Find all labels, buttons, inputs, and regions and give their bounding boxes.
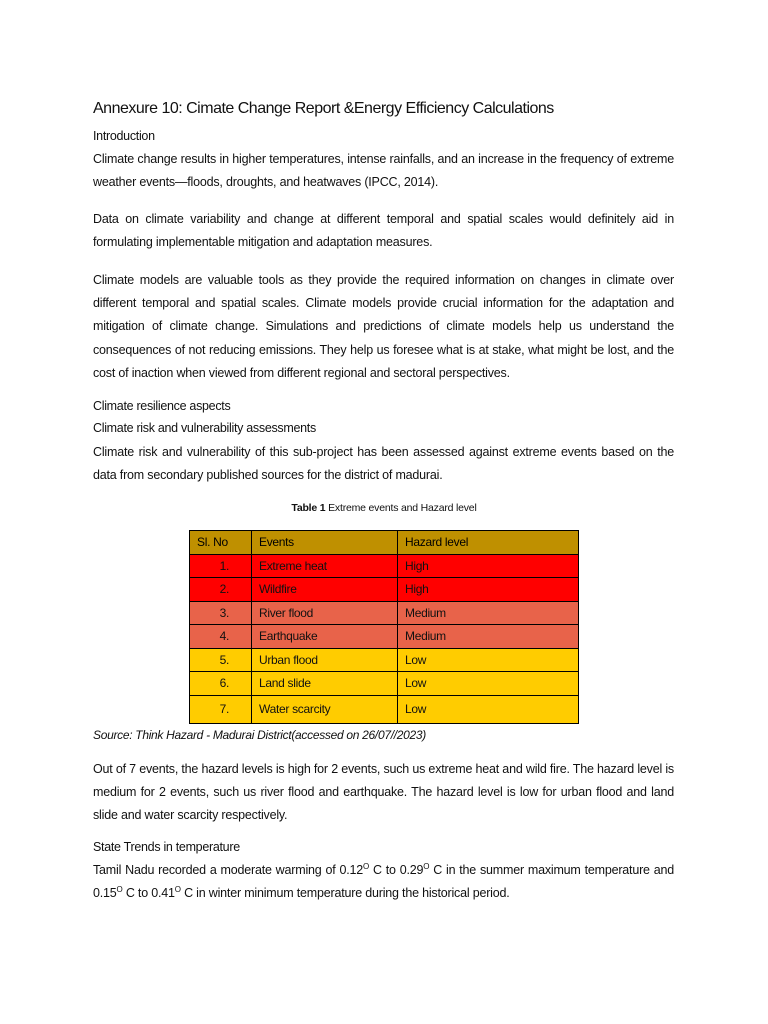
row-hazard-level: Low xyxy=(398,672,579,696)
row-hazard-level: Medium xyxy=(398,625,579,649)
row-number: 2. xyxy=(190,578,252,602)
row-hazard-level: Low xyxy=(398,648,579,672)
row-event: Earthquake xyxy=(252,625,398,649)
row-event: Wildfire xyxy=(252,578,398,602)
introduction-heading: Introduction xyxy=(93,129,155,143)
header-events: Events xyxy=(252,531,398,555)
intro-paragraph-1: Climate change results in higher temperatures, intense rainfalls, and an increase in the frequency of extreme weather events—floods, droughts, and heatwaves (IPCC, 2014). xyxy=(93,152,674,190)
row-number: 4. xyxy=(190,625,252,649)
table-header-row xyxy=(190,531,579,555)
state-trends-paragraph xyxy=(93,859,674,905)
caption-label: Table 1 xyxy=(291,502,326,514)
row-number: 3. xyxy=(190,601,252,625)
hazard-table xyxy=(189,530,579,724)
row-event: Land slide xyxy=(252,672,398,696)
degree-mark: O xyxy=(423,862,430,871)
trend-text-4: C to 0.41 xyxy=(122,886,175,901)
table-source: Source: Think Hazard - Madurai District(accessed on 26/07//2023) xyxy=(93,728,426,742)
row-event: Extreme heat xyxy=(252,554,398,578)
degree-mark: O xyxy=(174,885,181,895)
row-number: 6. xyxy=(190,672,252,696)
risk-paragraph: Climate risk and vulnerability of this sub-project has been assessed against extreme events based on the data from secondary published sources for the district of madurai. xyxy=(93,445,674,483)
page-title: Annexure 10: Cimate Change Report &Energy Efficiency Calculations xyxy=(93,100,554,117)
row-number: 1. xyxy=(190,554,252,578)
intro-paragraph-3: Climate models are valuable tools as they provide the required information on changes in climate over different temporal and spatial scales. Climate models provide crucial information for the adaptation and mitigation of climate change. Simulations and predictions of climate models help us understand the consequences of not reducing emissions. They help us foresee what is at stake, what might be lost, and the cost of inaction when viewed from different regional and sectoral perspectives. xyxy=(93,273,674,380)
header-hazard-level: Hazard level xyxy=(398,531,579,555)
trend-text-2: C to 0.29 xyxy=(369,863,424,877)
table-row xyxy=(190,554,579,578)
state-trends-heading: State Trends in temperature xyxy=(93,840,240,854)
table-row xyxy=(190,625,579,649)
caption-text: Extreme events and Hazard level xyxy=(325,502,477,514)
header-sl-no: Sl. No xyxy=(190,531,252,555)
degree-mark: O xyxy=(362,862,369,871)
table-row xyxy=(190,601,579,625)
table-caption xyxy=(0,502,768,514)
degree-mark: O xyxy=(116,885,123,895)
trend-text-1: Tamil Nadu recorded a moderate warming of 0.12 xyxy=(93,863,363,877)
row-number: 5. xyxy=(190,648,252,672)
summary-paragraph: Out of 7 events, the hazard levels is high for 2 events, such us extreme heat and wild fire. The hazard level is medium for 2 events, such us river flood and earthquake. The hazard level is low for urban flood and land slide and water scarcity respectively. xyxy=(93,762,674,823)
row-hazard-level: Low xyxy=(398,695,579,723)
row-hazard-level: High xyxy=(398,554,579,578)
row-number: 7. xyxy=(190,695,252,723)
trend-text-5: C in winter minimum temperature during the historical period. xyxy=(180,886,510,901)
table-row xyxy=(190,672,579,696)
table-row xyxy=(190,578,579,602)
row-event: Urban flood xyxy=(252,648,398,672)
resilience-heading: Climate resilience aspects xyxy=(93,399,231,413)
trend-text-3: C in the summer maximum temperature and 0.15 xyxy=(93,863,674,901)
intro-paragraph-2: Data on climate variability and change at different temporal and spatial scales would definitely aid in formulating implementable mitigation and adaptation measures. xyxy=(93,212,674,250)
row-hazard-level: High xyxy=(398,578,579,602)
row-event: Water scarcity xyxy=(252,695,398,723)
table-row xyxy=(190,695,579,723)
row-event: River flood xyxy=(252,601,398,625)
risk-heading: Climate risk and vulnerability assessments xyxy=(93,421,316,435)
row-hazard-level: Medium xyxy=(398,601,579,625)
table-row xyxy=(190,648,579,672)
